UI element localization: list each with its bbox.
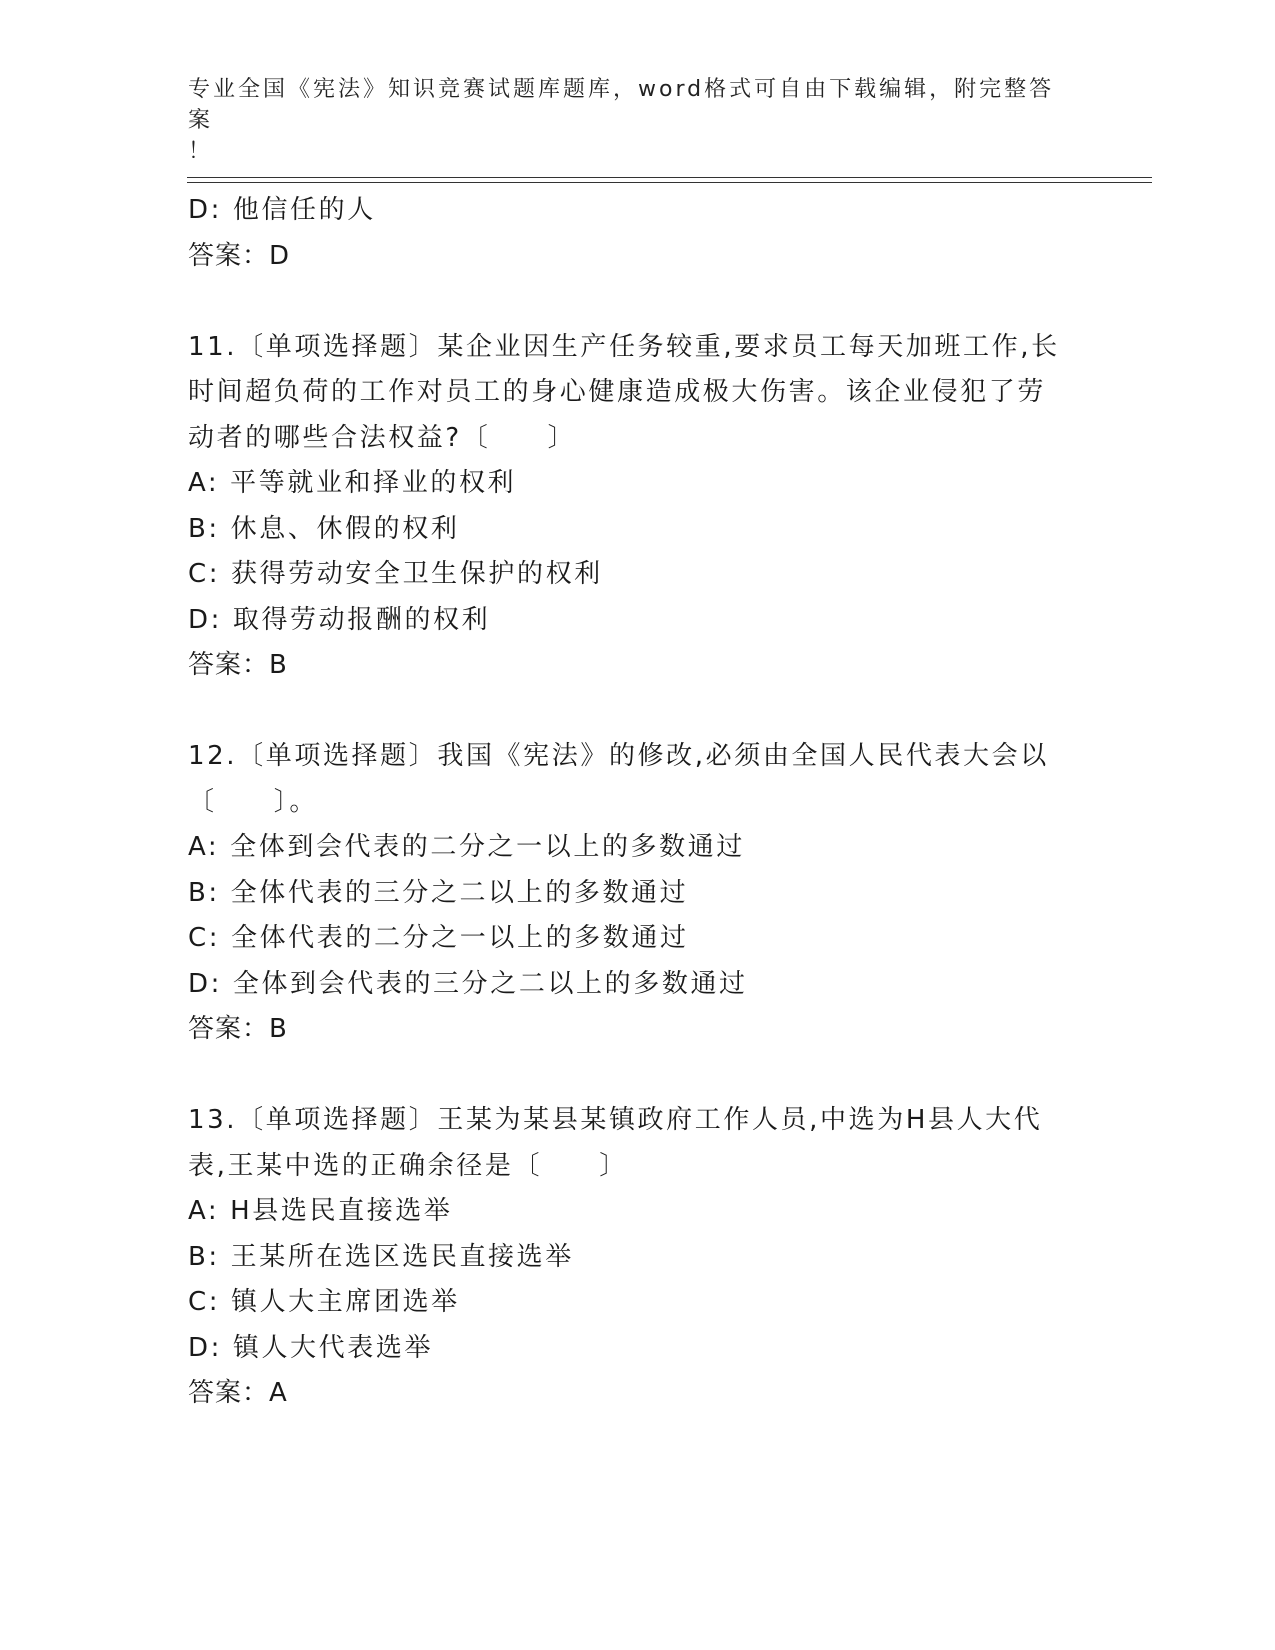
question-13-option-c: C: 镇人大主席团选举: [188, 1287, 460, 1317]
header-title-line-2: ！: [188, 139, 214, 164]
previous-answer: 答案：D: [188, 240, 291, 271]
question-11-option-d: D: 取得劳动报酬的权利: [188, 604, 491, 635]
header-title-line-1: 专业全国《宪法》知识竞赛试题库题库，word格式可自由下载编辑，附完整答案: [188, 77, 1055, 133]
question-13-answer: 答案：A: [188, 1378, 288, 1408]
question-11-text-line-1: 11.〔单项选择题〕某企业因生产任务较重,要求员工每天加班工作,长: [188, 331, 1060, 362]
page-header: [188, 74, 1068, 167]
question-13-option-d: D: 镇人大代表选举: [188, 1332, 434, 1363]
header-divider-top: [187, 177, 1152, 178]
question-11-answer: 答案：B: [188, 650, 288, 680]
previous-option-d: D: 他信任的人: [188, 195, 376, 225]
spacer: [188, 1053, 1088, 1099]
question-13-option-b: B: 王某所在选区选民直接选举: [188, 1241, 574, 1272]
question-11-text-line-2: 时间超负荷的工作对员工的身心健康造成极大伤害。该企业侵犯了劳: [188, 377, 1047, 407]
question-12-option-d: D: 全体到会代表的三分之二以上的多数通过: [188, 968, 748, 999]
spacer: [188, 279, 1088, 325]
question-list: [188, 188, 1088, 1417]
question-11-option-a: A: 平等就业和择业的权利: [188, 468, 517, 498]
question-13-option-a: A: H县选民直接选举: [188, 1196, 453, 1226]
header-divider-bottom: [187, 182, 1152, 183]
question-12-answer: 答案：B: [188, 1014, 288, 1044]
question-12-text-line-1: 12.〔单项选择题〕我国《宪法》的修改,必须由全国人民代表大会以: [188, 741, 1049, 771]
question-12-option-b: B: 全体代表的三分之二以上的多数通过: [188, 877, 689, 908]
question-13-text-line-2: 表,王某中选的正确余径是〔 〕: [188, 1150, 628, 1181]
question-13: [188, 1098, 1088, 1417]
question-13-text-line-1: 13.〔单项选择题〕王某为某县某镇政府工作人员,中选为H县人大代: [188, 1105, 1043, 1135]
question-12-option-c: C: 全体代表的二分之一以上的多数通过: [188, 923, 689, 953]
question-12: [188, 734, 1088, 1053]
question-11-option-b: B: 休息、休假的权利: [188, 513, 460, 544]
question-11-option-c: C: 获得劳动安全卫生保护的权利: [188, 559, 603, 589]
question-12-text-line-2: 〔 〕。: [188, 786, 319, 817]
question-12-option-a: A: 全体到会代表的二分之一以上的多数通过: [188, 832, 745, 862]
question-11: [188, 325, 1088, 689]
question-11-text-line-3: 动者的哪些合法权益?〔 〕: [188, 422, 577, 453]
spacer: [188, 689, 1088, 735]
